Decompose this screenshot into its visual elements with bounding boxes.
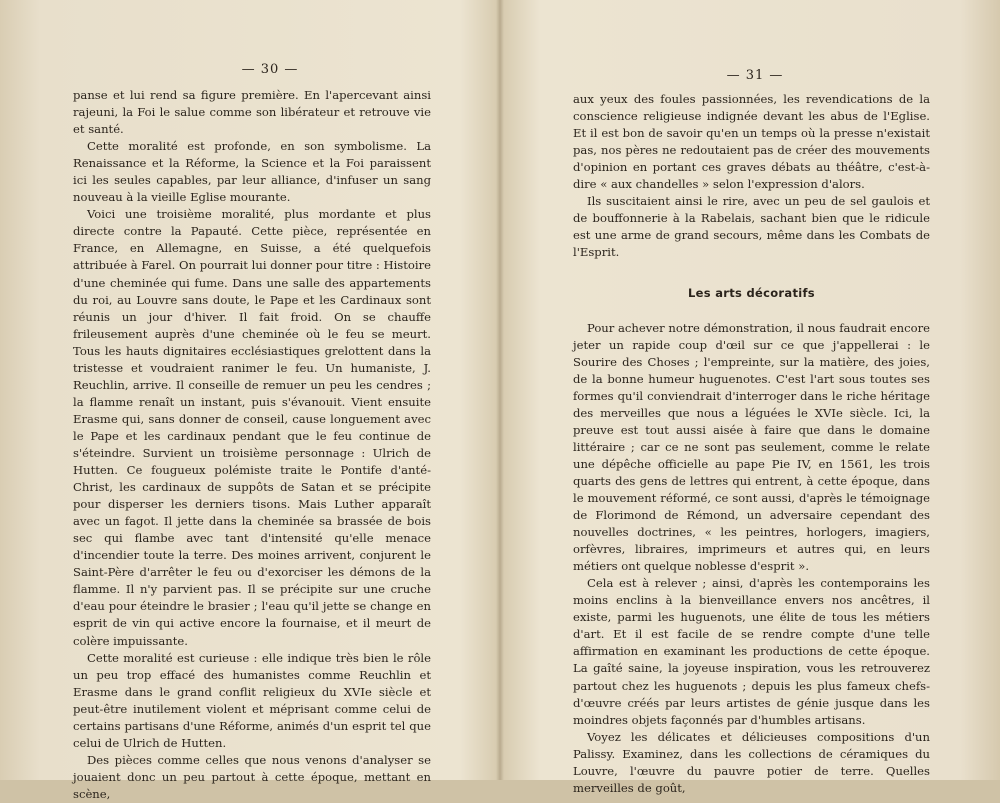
right-page (500, 0, 1000, 795)
page-number: — 30 — (241, 62, 299, 77)
paragraph: Cela est à relever ; ainsi, d'après les contemporains les moins enclins à la bienveillance envers nos ancêtres, il existe, parmi les huguenots, une élite de tous les métiers d'art. Et il est facile de se rendre compte d'une telle affirmation en examinant les productions de cette époque. La gaîté saine, la joyeuse inspiration, vous les retrouverez partout chez les huguenots ; depuis les plus fameux chefs-d'œuvre créés par leurs artistes de génie jusque dans les moindres objets façonnés par d'humbles artisans. (573, 576, 930, 727)
paragraph: Des pièces comme celles que nous venons d'analyser se jouaient donc un peu partout à cette époque, mettant en scène, (73, 752, 431, 801)
paragraph: Cette moralité est curieuse : elle indique très bien le rôle un peu trop effacé des humanistes comme Reuchlin et Erasme dans le grand conflit religieux du XVIe siècle et peut-être inutilement violent et méprisant comme celui de certains partisans d'une Réforme, animés d'un esprit tel que celui de Ulrich de Hutten. (73, 650, 431, 750)
paragraph: Voyez les délicates et délicieuses compositions d'un Palissy. Examinez, dans les collections de céramiques du Louvre, l'œuvre du pauvre potier de terre. Quelles merveilles de goût, (573, 729, 930, 795)
page-number: — 31 — (726, 68, 784, 83)
page-body (73, 87, 431, 803)
section-heading: Les arts décoratifs (688, 286, 815, 301)
page-body (573, 91, 930, 797)
paragraph: panse et lui rend sa figure première. En l'apercevant ainsi rajeuni, la Foi le salue comme son libérateur et retrouve vie et santé. (73, 88, 431, 137)
paragraph: Cette moralité est profonde, en son symbolisme. La Renaissance et la Réforme, la Science et la Foi paraissent ici les seules capables, par leur alliance, d'infuser un sang nouveau à la vieille Eglise mourante. (73, 139, 431, 205)
paragraph: Ils suscitaient ainsi le rire, avec un peu de sel gaulois et de bouffonnerie à la Rabelais, sachant bien que le ridicule est une arme de grand secours, même dans les Combats de l'Esprit. (573, 194, 930, 260)
paragraph: Pour achever notre démonstration, il nous faudrait encore jeter un rapide coup d'œil sur ce que j'appellerai : le Sourire des Choses ; l'empreinte, sur la matière, des joies, de la bonne humeur huguenotes. C'est l'art sous toutes ses formes qu'il conviendrait d'interroger dans le riche héritage des merveilles que nous a léguées le XVIe siècle. Ici, la preuve est tout aussi aisée à faire que dans le domaine littéraire ; car ce ne sont pas seulement, comme le relate une dépêche officielle au pape Pie IV, en 1561, les trois quarts des gens de lettres qui entrent, à cette époque, dans le mouvement réformé, ce sont aussi, d'après le témoignage de Florimond de Rémond, un adversaire cependant des nouvelles doctrines, « les peintres, horlogers, imagiers, orfèvres, libraires, imprimeurs et autres qui, en leurs métiers ont quelque noblesse d'esprit ». (573, 320, 930, 574)
paragraph: aux yeux des foules passionnées, les revendications de la conscience religieuse indignée devant les abus de l'Eglise. Et il est bon de savoir qu'en un temps où la presse n'existait pas, nos pères ne redoutaient pas de créer des mouvements d'opinion en portant ces graves débats au théâtre, c'est-à-dire « aux chandelles » selon l'expression d'alors. (573, 92, 930, 192)
paragraph: Voici une troisième moralité, plus mordante et plus directe contre la Papauté. Cette pièce, représentée en France, en Allemagne, en Suisse, a été quelquefois attribuée à Farel. On pourrait lui donner pour titre : Histoire d'une cheminée qui fume. Dans une salle des appartements du roi, au Louvre sans doute, le Pape et les Cardinaux sont réunis un jour d'hiver. Il fait froid. On se chauffe frileusement auprès d'une cheminée où le feu se meurt. Tous les hauts dignitaires ecclésiastiques grelottent dans la tristesse et voudraient ranimer le feu. Un humaniste, J. Reuchlin, arrive. Il conseille de remuer un peu les cendres ; la flamme renaît un instant, puis s'évanouit. Vient ensuite Erasme qui, sans donner de conseil, cause longuement avec le Pape et les cardinaux pendant que le feu continue de s'éteindre. Survient un troisième personnage : Ulrich de Hutten. Ce fougueux polémiste traite le Pontife d'anté-Christ, les cardinaux de suppôts de Satan et se précipite pour disperser les derniers tisons. Mais Luther apparaît avec un fagot. Il jette dans la cheminée sa brassée de bois sec qui flambe avec tant d'intensité qu'elle menace d'incendier toute la terre. Des moines arrivent, conjurent le Saint-Père d'arrêter le feu ou d'exorciser les démons de la flamme. Il n'y parvient pas. Il se précipite sur une cruche d'eau pour éteindre le brasier ; l'eau qu'il jette se change en esprit de vin qui active encore la fournaise, et il meurt de colère impuissante. (73, 207, 431, 648)
left-page (0, 0, 500, 801)
